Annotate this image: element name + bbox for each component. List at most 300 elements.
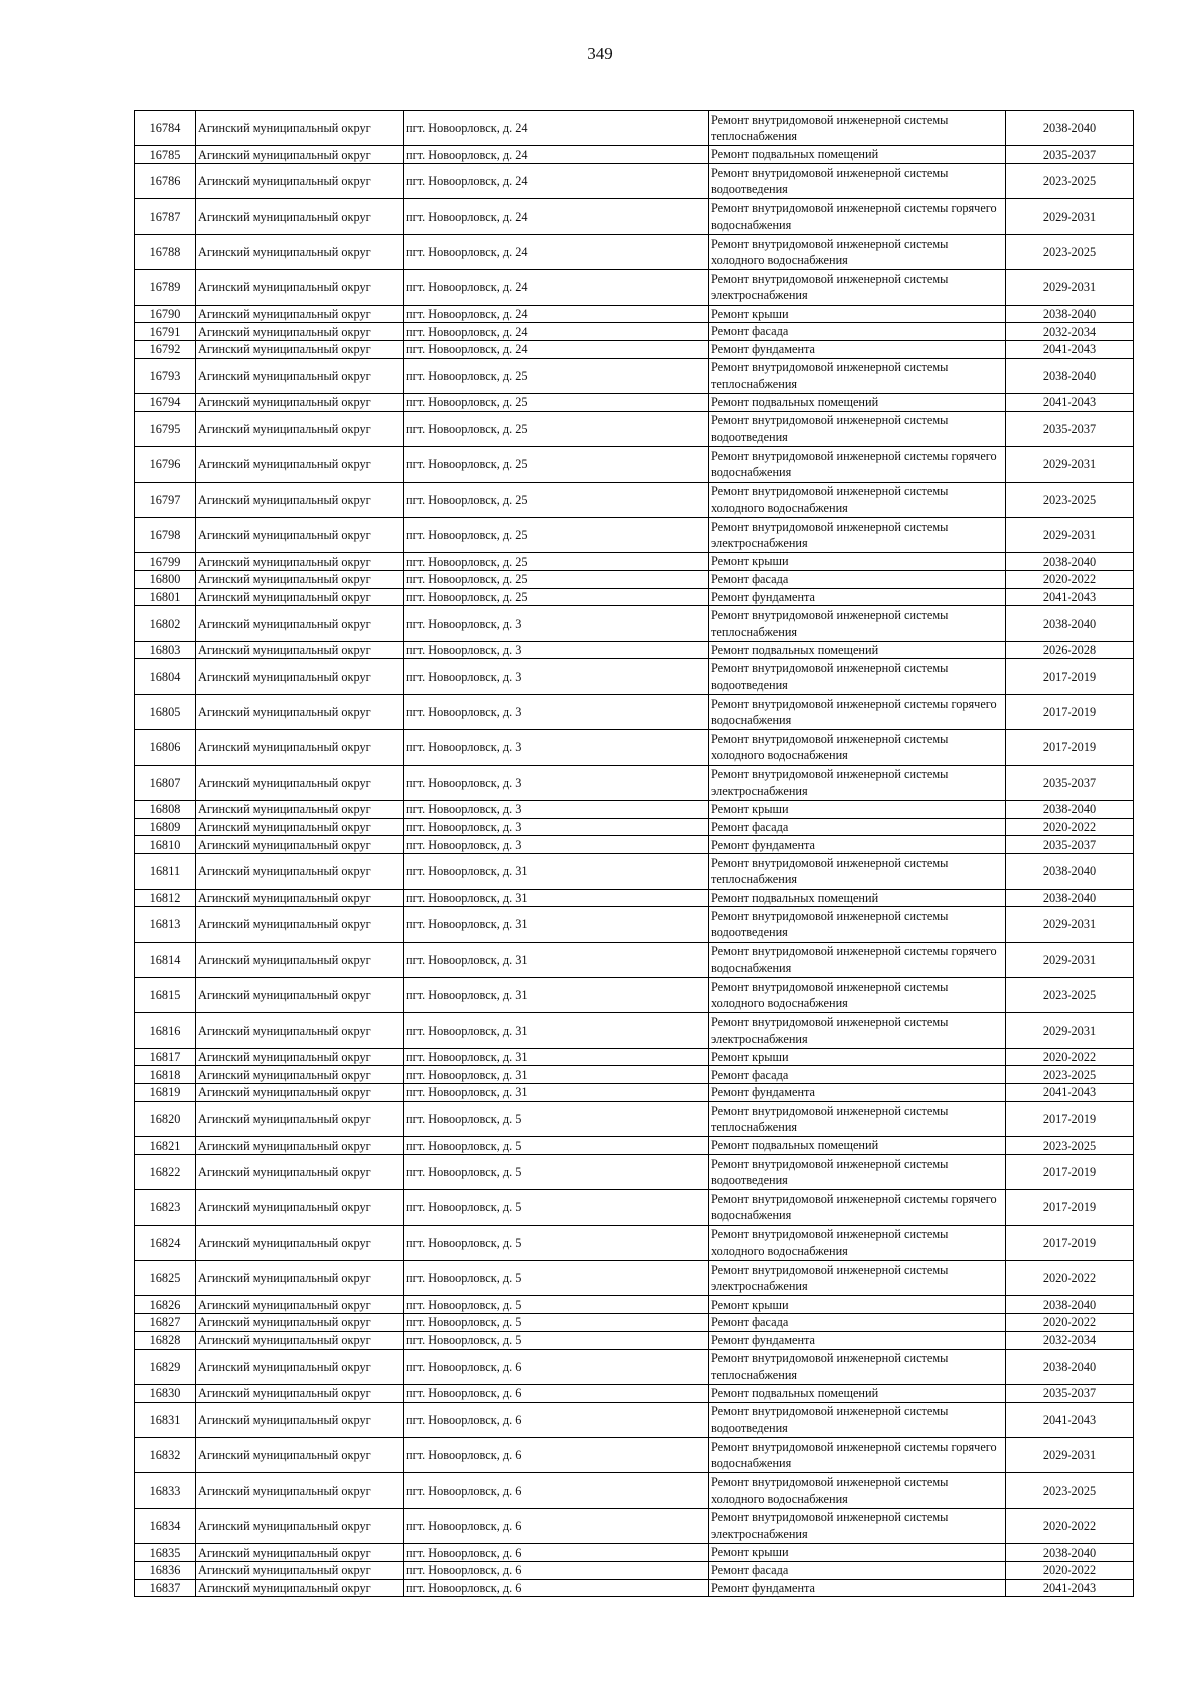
work-type-cell: Ремонт внутридомовой инженерной системы электроснабжения [709, 1013, 1006, 1048]
work-type-cell: Ремонт внутридомовой инженерной системы водоотведения [709, 164, 1006, 199]
table-row [135, 1154, 1134, 1189]
row-number-cell: 16792 [135, 341, 196, 359]
work-type-cell: Ремонт внутридомовой инженерной системы холодного водоснабжения [709, 1473, 1006, 1508]
address-cell: пгт. Новоорловск, д. 24 [404, 199, 709, 234]
municipality-cell: Агинский муниципальный округ [196, 889, 404, 907]
row-number-cell: 16812 [135, 889, 196, 907]
table-row [135, 889, 1134, 907]
work-type-cell: Ремонт подвальных помещений [709, 146, 1006, 164]
address-cell: пгт. Новоорловск, д. 25 [404, 553, 709, 571]
row-number-cell: 16786 [135, 164, 196, 199]
table-row [135, 1437, 1134, 1472]
address-cell: пгт. Новоорловск, д. 31 [404, 1084, 709, 1102]
table-row [135, 588, 1134, 606]
work-type-cell: Ремонт крыши [709, 305, 1006, 323]
table-row [135, 553, 1134, 571]
row-number-cell: 16821 [135, 1137, 196, 1155]
municipality-cell: Агинский муниципальный округ [196, 482, 404, 517]
period-cell: 2038-2040 [1006, 1296, 1134, 1314]
municipality-cell: Агинский муниципальный округ [196, 553, 404, 571]
work-type-cell: Ремонт внутридомовой инженерной системы электроснабжения [709, 270, 1006, 305]
address-cell: пгт. Новоорловск, д. 24 [404, 164, 709, 199]
table-row [135, 270, 1134, 305]
work-type-cell: Ремонт внутридомовой инженерной системы горячего водоснабжения [709, 942, 1006, 977]
address-cell: пгт. Новоорловск, д. 24 [404, 234, 709, 269]
table-row [135, 907, 1134, 942]
row-number-cell: 16797 [135, 482, 196, 517]
municipality-cell: Агинский муниципальный округ [196, 977, 404, 1012]
row-number-cell: 16837 [135, 1579, 196, 1597]
work-type-cell: Ремонт внутридомовой инженерной системы водоотведения [709, 1154, 1006, 1189]
period-cell: 2038-2040 [1006, 889, 1134, 907]
municipality-cell: Агинский муниципальный округ [196, 1013, 404, 1048]
work-type-cell: Ремонт фундамента [709, 588, 1006, 606]
work-type-cell: Ремонт внутридомовой инженерной системы теплоснабжения [709, 606, 1006, 641]
municipality-cell: Агинский муниципальный округ [196, 1314, 404, 1332]
municipality-cell: Агинский муниципальный округ [196, 694, 404, 729]
municipality-cell: Агинский муниципальный округ [196, 394, 404, 412]
address-cell: пгт. Новоорловск, д. 3 [404, 836, 709, 854]
table-row [135, 606, 1134, 641]
work-type-cell: Ремонт фасада [709, 1314, 1006, 1332]
period-cell: 2029-2031 [1006, 447, 1134, 482]
table-row [135, 659, 1134, 694]
table-row [135, 1084, 1134, 1102]
row-number-cell: 16820 [135, 1101, 196, 1136]
page-number: 349 [587, 44, 613, 63]
period-cell: 2017-2019 [1006, 1225, 1134, 1260]
work-type-cell: Ремонт подвальных помещений [709, 641, 1006, 659]
row-number-cell: 16822 [135, 1154, 196, 1189]
table-row [135, 411, 1134, 446]
period-cell: 2038-2040 [1006, 553, 1134, 571]
table-row [135, 341, 1134, 359]
row-number-cell: 16806 [135, 730, 196, 765]
row-number-cell: 16790 [135, 305, 196, 323]
address-cell: пгт. Новоорловск, д. 25 [404, 447, 709, 482]
address-cell: пгт. Новоорловск, д. 3 [404, 801, 709, 819]
table-row [135, 1508, 1134, 1543]
period-cell: 2029-2031 [1006, 1437, 1134, 1472]
table-row [135, 765, 1134, 800]
work-type-cell: Ремонт подвальных помещений [709, 1137, 1006, 1155]
address-cell: пгт. Новоорловск, д. 25 [404, 358, 709, 393]
row-number-cell: 16819 [135, 1084, 196, 1102]
work-type-cell: Ремонт внутридомовой инженерной системы холодного водоснабжения [709, 730, 1006, 765]
period-cell: 2038-2040 [1006, 606, 1134, 641]
address-cell: пгт. Новоорловск, д. 6 [404, 1349, 709, 1384]
row-number-cell: 16817 [135, 1048, 196, 1066]
address-cell: пгт. Новоорловск, д. 5 [404, 1137, 709, 1155]
address-cell: пгт. Новоорловск, д. 24 [404, 146, 709, 164]
address-cell: пгт. Новоорловск, д. 25 [404, 588, 709, 606]
period-cell: 2029-2031 [1006, 199, 1134, 234]
municipality-cell: Агинский муниципальный округ [196, 1508, 404, 1543]
municipality-cell: Агинский муниципальный округ [196, 1473, 404, 1508]
work-type-cell: Ремонт крыши [709, 801, 1006, 819]
row-number-cell: 16796 [135, 447, 196, 482]
municipality-cell: Агинский муниципальный округ [196, 1437, 404, 1472]
address-cell: пгт. Новоорловск, д. 6 [404, 1437, 709, 1472]
row-number-cell: 16825 [135, 1261, 196, 1296]
table-row [135, 1225, 1134, 1260]
municipality-cell: Агинский муниципальный округ [196, 1190, 404, 1225]
table-row [135, 1331, 1134, 1349]
work-type-cell: Ремонт крыши [709, 1048, 1006, 1066]
municipality-cell: Агинский муниципальный округ [196, 1048, 404, 1066]
address-cell: пгт. Новоорловск, д. 31 [404, 907, 709, 942]
period-cell: 2017-2019 [1006, 694, 1134, 729]
municipality-cell: Агинский муниципальный округ [196, 1261, 404, 1296]
municipality-cell: Агинский муниципальный округ [196, 1331, 404, 1349]
row-number-cell: 16827 [135, 1314, 196, 1332]
row-number-cell: 16818 [135, 1066, 196, 1084]
work-type-cell: Ремонт внутридомовой инженерной системы горячего водоснабжения [709, 447, 1006, 482]
period-cell: 2029-2031 [1006, 942, 1134, 977]
row-number-cell: 16803 [135, 641, 196, 659]
municipality-cell: Агинский муниципальный округ [196, 1084, 404, 1102]
table-row [135, 977, 1134, 1012]
address-cell: пгт. Новоорловск, д. 6 [404, 1384, 709, 1402]
table-row [135, 323, 1134, 341]
work-type-cell: Ремонт внутридомовой инженерной системы холодного водоснабжения [709, 1225, 1006, 1260]
municipality-cell: Агинский муниципальный округ [196, 323, 404, 341]
municipality-cell: Агинский муниципальный округ [196, 836, 404, 854]
period-cell: 2041-2043 [1006, 588, 1134, 606]
row-number-cell: 16831 [135, 1402, 196, 1437]
period-cell: 2041-2043 [1006, 394, 1134, 412]
address-cell: пгт. Новоорловск, д. 3 [404, 641, 709, 659]
address-cell: пгт. Новоорловск, д. 25 [404, 517, 709, 552]
work-type-cell: Ремонт крыши [709, 1544, 1006, 1562]
period-cell: 2038-2040 [1006, 305, 1134, 323]
work-type-cell: Ремонт внутридомовой инженерной системы электроснабжения [709, 517, 1006, 552]
row-number-cell: 16823 [135, 1190, 196, 1225]
row-number-cell: 16829 [135, 1349, 196, 1384]
municipality-cell: Агинский муниципальный округ [196, 411, 404, 446]
row-number-cell: 16809 [135, 818, 196, 836]
table-row [135, 1402, 1134, 1437]
period-cell: 2035-2037 [1006, 146, 1134, 164]
address-cell: пгт. Новоорловск, д. 3 [404, 818, 709, 836]
period-cell: 2038-2040 [1006, 1349, 1134, 1384]
period-cell: 2041-2043 [1006, 1402, 1134, 1437]
row-number-cell: 16802 [135, 606, 196, 641]
municipality-cell: Агинский муниципальный округ [196, 305, 404, 323]
work-type-cell: Ремонт крыши [709, 1296, 1006, 1314]
work-type-cell: Ремонт внутридомовой инженерной системы водоотведения [709, 659, 1006, 694]
address-cell: пгт. Новоорловск, д. 31 [404, 942, 709, 977]
row-number-cell: 16816 [135, 1013, 196, 1048]
address-cell: пгт. Новоорловск, д. 5 [404, 1296, 709, 1314]
row-number-cell: 16814 [135, 942, 196, 977]
period-cell: 2023-2025 [1006, 1066, 1134, 1084]
municipality-cell: Агинский муниципальный округ [196, 907, 404, 942]
municipality-cell: Агинский муниципальный округ [196, 1561, 404, 1579]
address-cell: пгт. Новоорловск, д. 31 [404, 889, 709, 907]
work-type-cell: Ремонт фасада [709, 571, 1006, 589]
address-cell: пгт. Новоорловск, д. 31 [404, 1048, 709, 1066]
work-type-cell: Ремонт внутридомовой инженерной системы холодного водоснабжения [709, 977, 1006, 1012]
municipality-cell: Агинский муниципальный округ [196, 1137, 404, 1155]
row-number-cell: 16824 [135, 1225, 196, 1260]
row-number-cell: 16833 [135, 1473, 196, 1508]
work-type-cell: Ремонт фундамента [709, 341, 1006, 359]
row-number-cell: 16832 [135, 1437, 196, 1472]
table-row [135, 447, 1134, 482]
table-row [135, 199, 1134, 234]
work-type-cell: Ремонт фасада [709, 1561, 1006, 1579]
address-cell: пгт. Новоорловск, д. 6 [404, 1473, 709, 1508]
address-cell: пгт. Новоорловск, д. 25 [404, 482, 709, 517]
municipality-cell: Агинский муниципальный округ [196, 854, 404, 889]
table-row [135, 1261, 1134, 1296]
row-number-cell: 16801 [135, 588, 196, 606]
table-row [135, 1579, 1134, 1597]
table-row [135, 1473, 1134, 1508]
row-number-cell: 16789 [135, 270, 196, 305]
table-row [135, 1190, 1134, 1225]
row-number-cell: 16787 [135, 199, 196, 234]
address-cell: пгт. Новоорловск, д. 3 [404, 606, 709, 641]
address-cell: пгт. Новоорловск, д. 5 [404, 1154, 709, 1189]
work-type-cell: Ремонт подвальных помещений [709, 889, 1006, 907]
period-cell: 2020-2022 [1006, 818, 1134, 836]
period-cell: 2029-2031 [1006, 517, 1134, 552]
address-cell: пгт. Новоорловск, д. 6 [404, 1402, 709, 1437]
municipality-cell: Агинский муниципальный округ [196, 1154, 404, 1189]
period-cell: 2017-2019 [1006, 730, 1134, 765]
address-cell: пгт. Новоорловск, д. 24 [404, 305, 709, 323]
table-row [135, 1384, 1134, 1402]
period-cell: 2038-2040 [1006, 111, 1134, 146]
address-cell: пгт. Новоорловск, д. 31 [404, 854, 709, 889]
row-number-cell: 16793 [135, 358, 196, 393]
period-cell: 2020-2022 [1006, 1508, 1134, 1543]
row-number-cell: 16810 [135, 836, 196, 854]
work-type-cell: Ремонт внутридомовой инженерной системы электроснабжения [709, 1508, 1006, 1543]
address-cell: пгт. Новоорловск, д. 24 [404, 323, 709, 341]
address-cell: пгт. Новоорловск, д. 24 [404, 341, 709, 359]
municipality-cell: Агинский муниципальный округ [196, 447, 404, 482]
work-type-cell: Ремонт внутридомовой инженерной системы электроснабжения [709, 1261, 1006, 1296]
table-row [135, 1561, 1134, 1579]
work-type-cell: Ремонт подвальных помещений [709, 394, 1006, 412]
table-row [135, 1101, 1134, 1136]
period-cell: 2041-2043 [1006, 1579, 1134, 1597]
period-cell: 2023-2025 [1006, 234, 1134, 269]
work-type-cell: Ремонт фундамента [709, 836, 1006, 854]
period-cell: 2020-2022 [1006, 1561, 1134, 1579]
table-row [135, 146, 1134, 164]
municipality-cell: Агинский муниципальный округ [196, 164, 404, 199]
work-type-cell: Ремонт внутридомовой инженерной системы теплоснабжения [709, 111, 1006, 146]
period-cell: 2020-2022 [1006, 1314, 1134, 1332]
period-cell: 2032-2034 [1006, 323, 1134, 341]
table-row [135, 854, 1134, 889]
municipality-cell: Агинский муниципальный округ [196, 801, 404, 819]
table-row [135, 801, 1134, 819]
table-row [135, 305, 1134, 323]
municipality-cell: Агинский муниципальный округ [196, 111, 404, 146]
municipality-cell: Агинский муниципальный округ [196, 1066, 404, 1084]
address-cell: пгт. Новоорловск, д. 25 [404, 394, 709, 412]
address-cell: пгт. Новоорловск, д. 6 [404, 1508, 709, 1543]
work-type-cell: Ремонт внутридомовой инженерной системы электроснабжения [709, 765, 1006, 800]
municipality-cell: Агинский муниципальный округ [196, 588, 404, 606]
row-number-cell: 16835 [135, 1544, 196, 1562]
work-type-cell: Ремонт внутридомовой инженерной системы горячего водоснабжения [709, 694, 1006, 729]
municipality-cell: Агинский муниципальный округ [196, 641, 404, 659]
table-row [135, 1048, 1134, 1066]
work-type-cell: Ремонт внутридомовой инженерной системы водоотведения [709, 411, 1006, 446]
period-cell: 2041-2043 [1006, 341, 1134, 359]
row-number-cell: 16830 [135, 1384, 196, 1402]
address-cell: пгт. Новоорловск, д. 25 [404, 411, 709, 446]
period-cell: 2038-2040 [1006, 801, 1134, 819]
address-cell: пгт. Новоорловск, д. 5 [404, 1225, 709, 1260]
table-row [135, 1314, 1134, 1332]
period-cell: 2035-2037 [1006, 765, 1134, 800]
table-row [135, 694, 1134, 729]
table-body [135, 111, 1134, 1597]
row-number-cell: 16805 [135, 694, 196, 729]
period-cell: 2038-2040 [1006, 854, 1134, 889]
row-number-cell: 16800 [135, 571, 196, 589]
work-type-cell: Ремонт внутридомовой инженерной системы теплоснабжения [709, 1349, 1006, 1384]
work-type-cell: Ремонт фасада [709, 818, 1006, 836]
table-row [135, 1066, 1134, 1084]
work-type-cell: Ремонт внутридомовой инженерной системы холодного водоснабжения [709, 234, 1006, 269]
period-cell: 2017-2019 [1006, 659, 1134, 694]
table-row [135, 1544, 1134, 1562]
municipality-cell: Агинский муниципальный округ [196, 1349, 404, 1384]
row-number-cell: 16798 [135, 517, 196, 552]
work-type-cell: Ремонт фундамента [709, 1579, 1006, 1597]
municipality-cell: Агинский муниципальный округ [196, 659, 404, 694]
address-cell: пгт. Новоорловск, д. 24 [404, 270, 709, 305]
period-cell: 2017-2019 [1006, 1101, 1134, 1136]
municipality-cell: Агинский муниципальный округ [196, 234, 404, 269]
work-type-cell: Ремонт внутридомовой инженерной системы холодного водоснабжения [709, 482, 1006, 517]
table-row [135, 730, 1134, 765]
period-cell: 2023-2025 [1006, 1473, 1134, 1508]
work-type-cell: Ремонт фундамента [709, 1084, 1006, 1102]
period-cell: 2017-2019 [1006, 1154, 1134, 1189]
work-type-cell: Ремонт внутридомовой инженерной системы горячего водоснабжения [709, 1190, 1006, 1225]
period-cell: 2026-2028 [1006, 641, 1134, 659]
row-number-cell: 16791 [135, 323, 196, 341]
row-number-cell: 16808 [135, 801, 196, 819]
row-number-cell: 16834 [135, 1508, 196, 1543]
work-type-cell: Ремонт крыши [709, 553, 1006, 571]
table-row [135, 942, 1134, 977]
address-cell: пгт. Новоорловск, д. 5 [404, 1314, 709, 1332]
period-cell: 2020-2022 [1006, 571, 1134, 589]
municipality-cell: Агинский муниципальный округ [196, 942, 404, 977]
municipality-cell: Агинский муниципальный округ [196, 341, 404, 359]
period-cell: 2038-2040 [1006, 1544, 1134, 1562]
work-type-cell: Ремонт внутридомовой инженерной системы горячего водоснабжения [709, 199, 1006, 234]
table-row [135, 818, 1134, 836]
address-cell: пгт. Новоорловск, д. 6 [404, 1561, 709, 1579]
row-number-cell: 16784 [135, 111, 196, 146]
municipality-cell: Агинский муниципальный округ [196, 1402, 404, 1437]
work-type-cell: Ремонт внутридомовой инженерной системы водоотведения [709, 1402, 1006, 1437]
table-row [135, 641, 1134, 659]
work-type-cell: Ремонт фасада [709, 323, 1006, 341]
municipality-cell: Агинский муниципальный округ [196, 146, 404, 164]
table-row [135, 1013, 1134, 1048]
municipality-cell: Агинский муниципальный округ [196, 517, 404, 552]
table-row [135, 571, 1134, 589]
table-row [135, 234, 1134, 269]
period-cell: 2035-2037 [1006, 836, 1134, 854]
work-type-cell: Ремонт внутридомовой инженерной системы теплоснабжения [709, 1101, 1006, 1136]
work-type-cell: Ремонт внутридомовой инженерной системы водоотведения [709, 907, 1006, 942]
municipality-cell: Агинский муниципальный округ [196, 199, 404, 234]
municipality-cell: Агинский муниципальный округ [196, 1544, 404, 1562]
work-type-cell: Ремонт фасада [709, 1066, 1006, 1084]
period-cell: 2023-2025 [1006, 482, 1134, 517]
municipality-cell: Агинский муниципальный округ [196, 765, 404, 800]
table-row [135, 836, 1134, 854]
row-number-cell: 16795 [135, 411, 196, 446]
work-type-cell: Ремонт подвальных помещений [709, 1384, 1006, 1402]
table-row [135, 482, 1134, 517]
municipality-cell: Агинский муниципальный округ [196, 818, 404, 836]
municipality-cell: Агинский муниципальный округ [196, 1225, 404, 1260]
period-cell: 2029-2031 [1006, 270, 1134, 305]
row-number-cell: 16811 [135, 854, 196, 889]
table-row [135, 358, 1134, 393]
table-row [135, 1349, 1134, 1384]
period-cell: 2023-2025 [1006, 977, 1134, 1012]
table-row [135, 1296, 1134, 1314]
row-number-cell: 16815 [135, 977, 196, 1012]
period-cell: 2029-2031 [1006, 907, 1134, 942]
row-number-cell: 16807 [135, 765, 196, 800]
address-cell: пгт. Новоорловск, д. 31 [404, 1066, 709, 1084]
address-cell: пгт. Новоорловск, д. 5 [404, 1101, 709, 1136]
period-cell: 2035-2037 [1006, 1384, 1134, 1402]
period-cell: 2020-2022 [1006, 1261, 1134, 1296]
municipality-cell: Агинский муниципальный округ [196, 571, 404, 589]
period-cell: 2029-2031 [1006, 1013, 1134, 1048]
row-number-cell: 16836 [135, 1561, 196, 1579]
address-cell: пгт. Новоорловск, д. 3 [404, 694, 709, 729]
address-cell: пгт. Новоорловск, д. 5 [404, 1331, 709, 1349]
row-number-cell: 16788 [135, 234, 196, 269]
municipality-cell: Агинский муниципальный округ [196, 1384, 404, 1402]
row-number-cell: 16794 [135, 394, 196, 412]
address-cell: пгт. Новоорловск, д. 3 [404, 765, 709, 800]
municipality-cell: Агинский муниципальный округ [196, 1296, 404, 1314]
period-cell: 2023-2025 [1006, 1137, 1134, 1155]
municipality-cell: Агинский муниципальный округ [196, 1101, 404, 1136]
row-number-cell: 16804 [135, 659, 196, 694]
address-cell: пгт. Новоорловск, д. 6 [404, 1544, 709, 1562]
row-number-cell: 16799 [135, 553, 196, 571]
period-cell: 2020-2022 [1006, 1048, 1134, 1066]
period-cell: 2023-2025 [1006, 164, 1134, 199]
period-cell: 2032-2034 [1006, 1331, 1134, 1349]
period-cell: 2041-2043 [1006, 1084, 1134, 1102]
address-cell: пгт. Новоорловск, д. 5 [404, 1190, 709, 1225]
municipality-cell: Агинский муниципальный округ [196, 730, 404, 765]
municipality-cell: Агинский муниципальный округ [196, 358, 404, 393]
table-row [135, 111, 1134, 146]
